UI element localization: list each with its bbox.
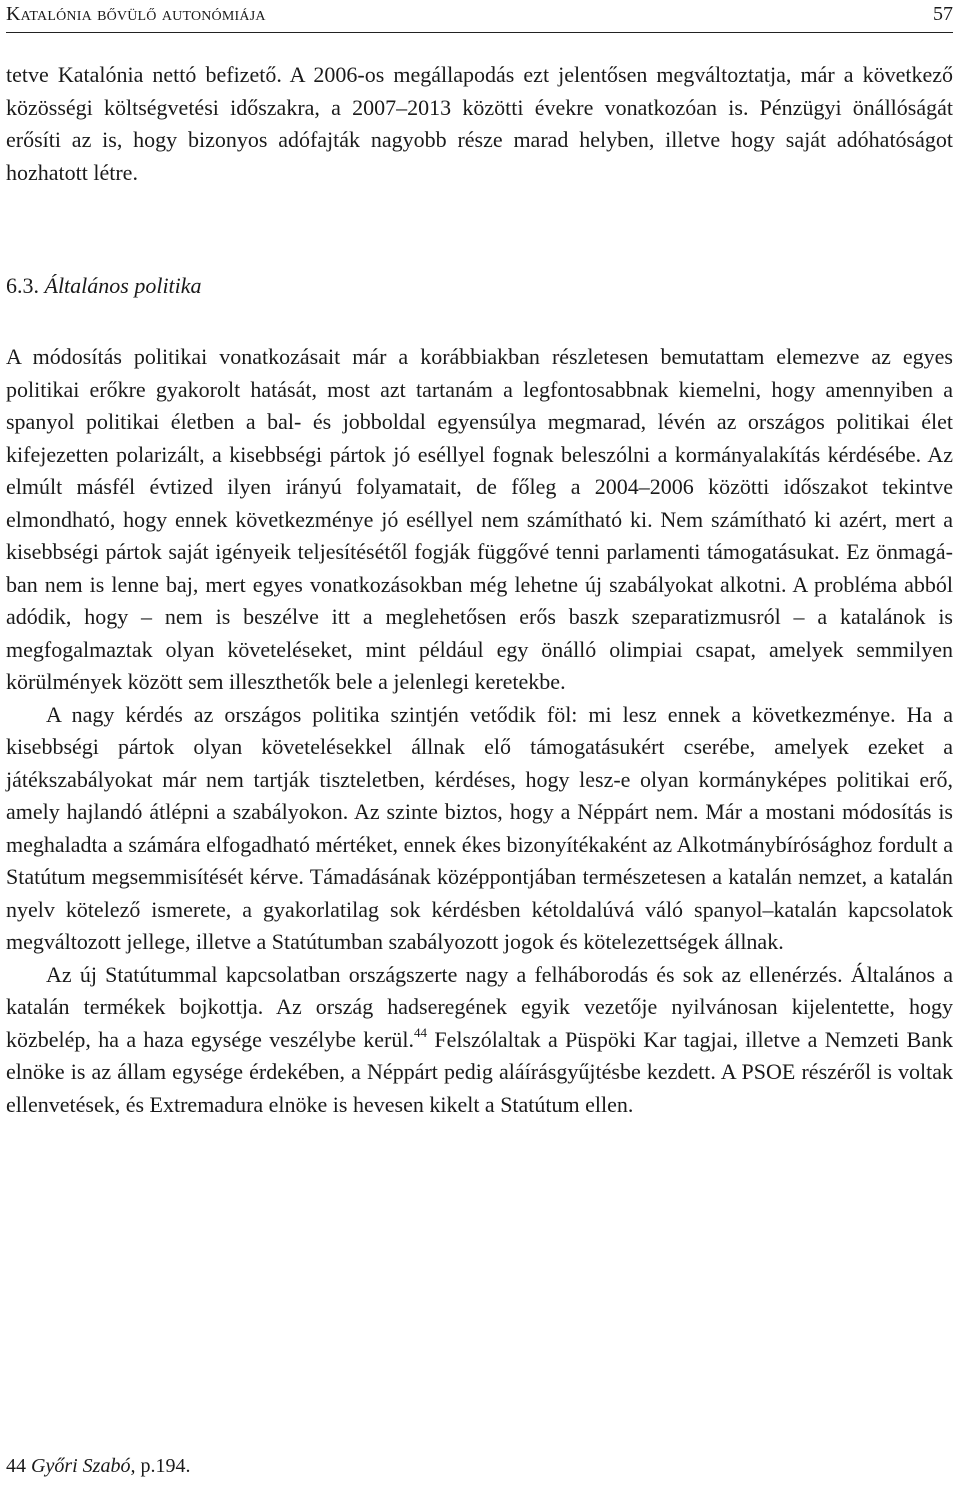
intro-paragraph: tetve Katalónia nettó befizető. A 2006-os megállapodás ezt jelentősen megváltoztatja, már a következő közösségi költségvetési időszakra, a 2007–2013 közötti évekre vonatkozóan is. Pénzügyi önállóságát erősíti az is, hogy bizonyos adófajták nagyobb része marad helyben, illetve hogy saját adóhatóságot hozhatott létre. bbox=[6, 62, 953, 185]
footnote-number: 44 bbox=[6, 1455, 26, 1477]
footnote-text: p.194. bbox=[135, 1455, 191, 1477]
running-title: Katalónia bővülő autonómiája bbox=[6, 3, 266, 25]
section-body bbox=[6, 341, 953, 1121]
page-number: 57 bbox=[933, 3, 953, 25]
body-paragraph: A módosítás politikai vonatkozásait már a korábbiakban részletesen bemutattam elemezve az egyes politikai erőkre gyakorolt hatását, most azt tartanám a legfontosabbnak kiemelni, hogy amennyiben a spanyol politikai életben a bal- és jobboldal egyensúlya megmarad, lévén az országos politikai élet kifejezetten polarizált, a kisebbségi pártok jó eséllyel fognak beleszólni a kormányalakítás kérdésébe. Az elmúlt másfél évtized ilyen irányú folyamatait, de főleg a 2004–2006 közötti időszakot tekintve elmondható, hogy ennek következménye jó eséllyel nem számítható ki. Nem számítható ki azért, mert a kisebbségi pártok saját igényeik teljesítésétől fogják függővé tenni parlamenti támogatásukat. Ez önmagában nem is lenne baj, mert egyes vonatkozásokban még lehetne új szabályokat alkotni. A probléma abból adódik, hogy – nem is beszélve itt a meglehetősen erős baszk szeparatizmusról – a katalánok is megfogalmaztak olyan követeléseket, mint például egy önálló olimpiai csapat, amelyek semmilyen körülmények között sem illeszthetők bele a jelenlegi keretekbe. bbox=[6, 344, 953, 694]
paragraph-text: Felszólaltak a Püspöki Kar tagjai, illetve a Nemzeti Bank elnöke is az állam egysége érdekében, a Néppárt pedig aláírásgyűjtésbe kezdett. A PSOE részéről is voltak ellenvetések, és Extremadura elnöke is hevesen kikelt a Statútum ellen. bbox=[6, 1026, 953, 1117]
body-paragraph bbox=[6, 959, 953, 1122]
running-header bbox=[6, 0, 953, 33]
section-number: 6.3. bbox=[6, 273, 39, 298]
body-paragraph: A nagy kérdés az országos politika szintjén vetődik föl: mi lesz ennek a következménye. Ha a kisebbségi pártok olyan követelésekkel állnak elő támogatásukért cserébe, amelyek ezeket a játékszabályokat már nem tartják tiszteletben, kérdéses, hogy lesz-e olyan kormányképes politikai erő, amely hajlandó átlépni a szabályokon. Az szinte biztos, hogy a Néppárt nem. Már a mostani módosítás is meghaladta a számára elfogadható mértéket, ennek ékes bizonyítékaként az Alkotmánybírósághoz fordult a Statútum megsemmisítését kérve. Támadásának középpontjában természetesen a katalán nemzet, a katalán nyelv kötelező ismerete, a gyakorlatilag sok kérdésben kétoldalúvá váló spanyol–katalán kapcsolatok megváltozott jellege, illetve a Statútumban szabályozott jogok és kötelezettségek állnak. bbox=[6, 701, 953, 954]
footnote-author: Győri Szabó, bbox=[31, 1455, 136, 1477]
footnote bbox=[6, 1453, 190, 1479]
paragraph-text: Az új Statútummal kapcsolatban országszerte nagy a felháborodás és sok az ellenérzés. Általános a katalán termékek bojkottja. Az ország hadseregének egyik vezetője nyilvánosan kijelentette, hogy közbelép, ha a haza egysége veszélybe kerül. bbox=[6, 961, 953, 1052]
footnote-reference[interactable]: 44 bbox=[414, 1025, 427, 1041]
section-title: Általános politika bbox=[44, 273, 202, 298]
section-heading bbox=[6, 270, 202, 302]
